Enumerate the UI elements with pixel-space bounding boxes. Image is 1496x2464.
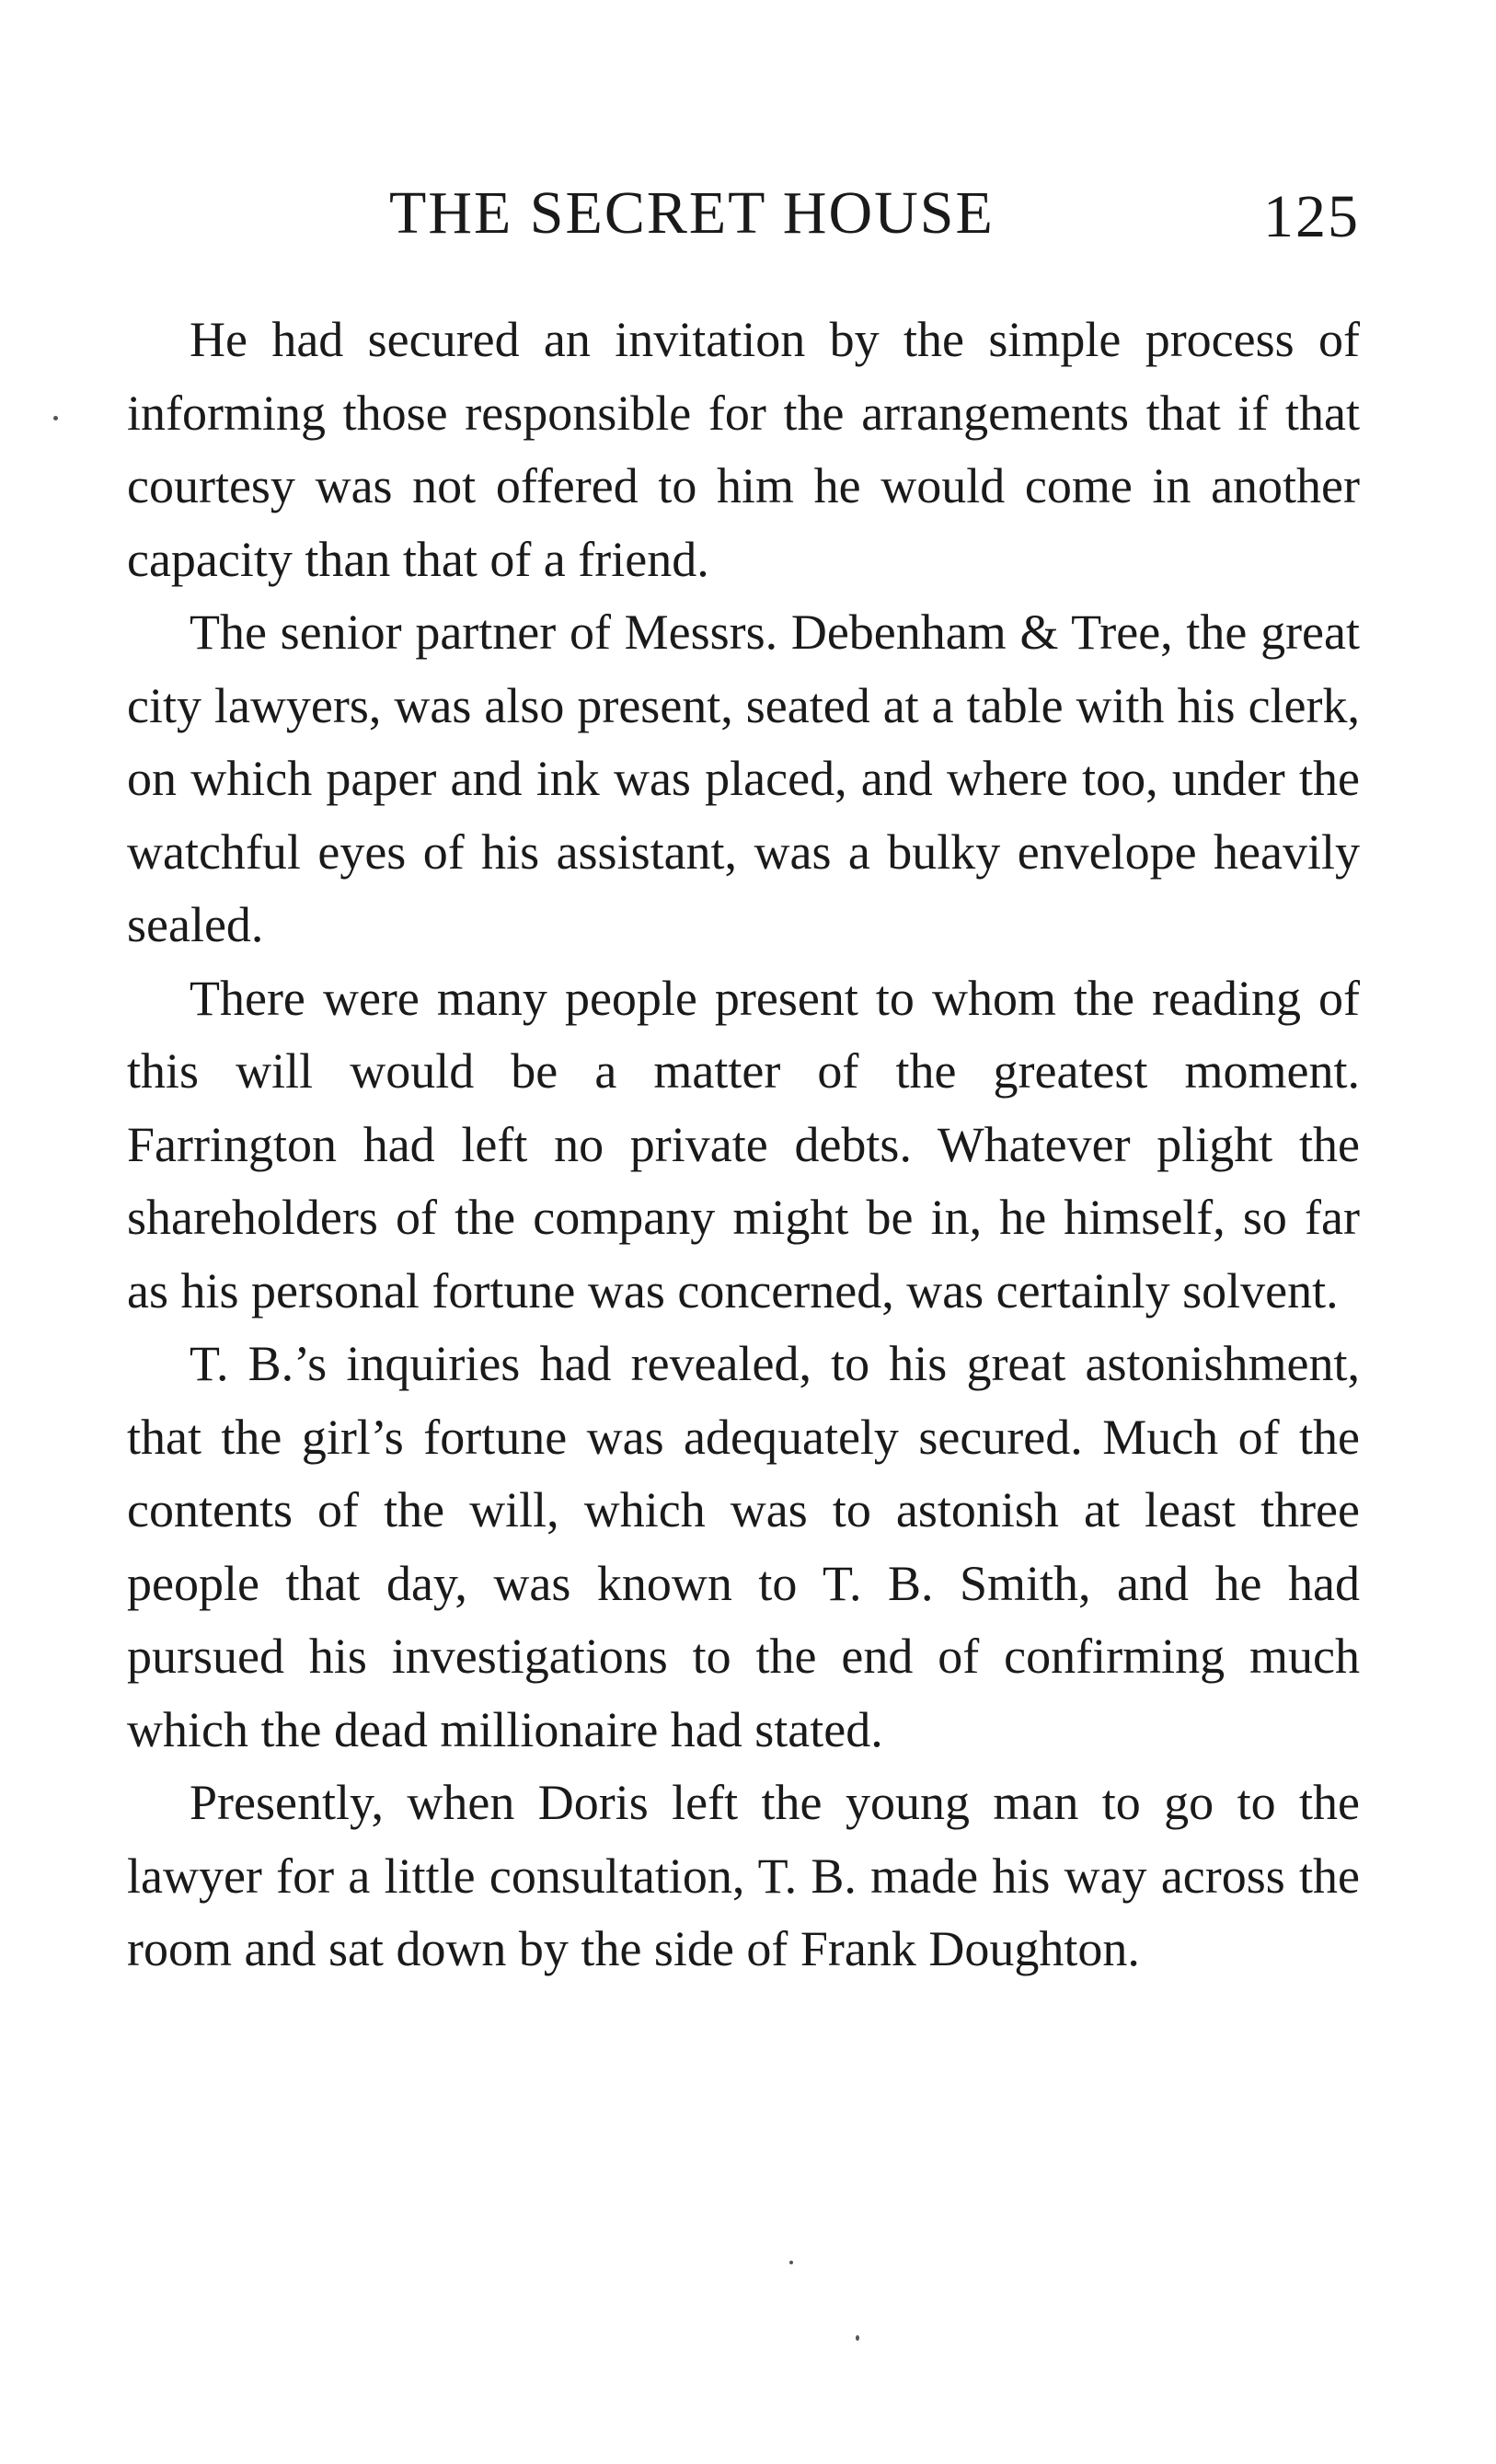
print-speck xyxy=(53,416,58,420)
print-speck xyxy=(789,2261,793,2264)
print-speck xyxy=(856,2335,859,2341)
paragraph: T. B.’s inquiries had revealed, to his great astonishment, that the girl’s fortune was adequately secured. Much of the contents of the will, which was to astonish at least three people that day, was known to T. B. Smith, and he had pursued his investigations to the end of confirming much which the dead millionaire had stated. xyxy=(127,1336,1360,1757)
paragraph: The senior partner of Messrs. Debenham & Tree, the great city lawyers, was also present, seated at a table with his clerk, on which paper and ink was placed, and where too, under the watchful eyes of his assistant, was a bulky envelope heavily sealed. xyxy=(127,604,1360,952)
running-title: THE SECRET HOUSE xyxy=(389,179,995,247)
running-head xyxy=(127,177,1360,250)
page-number: 125 xyxy=(1263,183,1360,250)
body-text xyxy=(127,304,1360,1986)
paragraph: Presently, when Doris left the young man to go to the lawyer for a little consultation, T. B. made his way across the room and sat down by the side of Frank Doughton. xyxy=(127,1775,1360,1976)
paragraph: He had secured an invitation by the simple process of informing those responsible for the arrangements that if that courtesy was not offered to him he would come in another capacity than that of a friend. xyxy=(127,312,1360,587)
paragraph: There were many people present to whom the reading of this will would be a matter of the greatest moment. Farrington had left no private debts. Whatever plight the shareholders of the company might be in, he himself, so far as his personal fortune was concerned, was certainly solvent. xyxy=(127,970,1360,1318)
